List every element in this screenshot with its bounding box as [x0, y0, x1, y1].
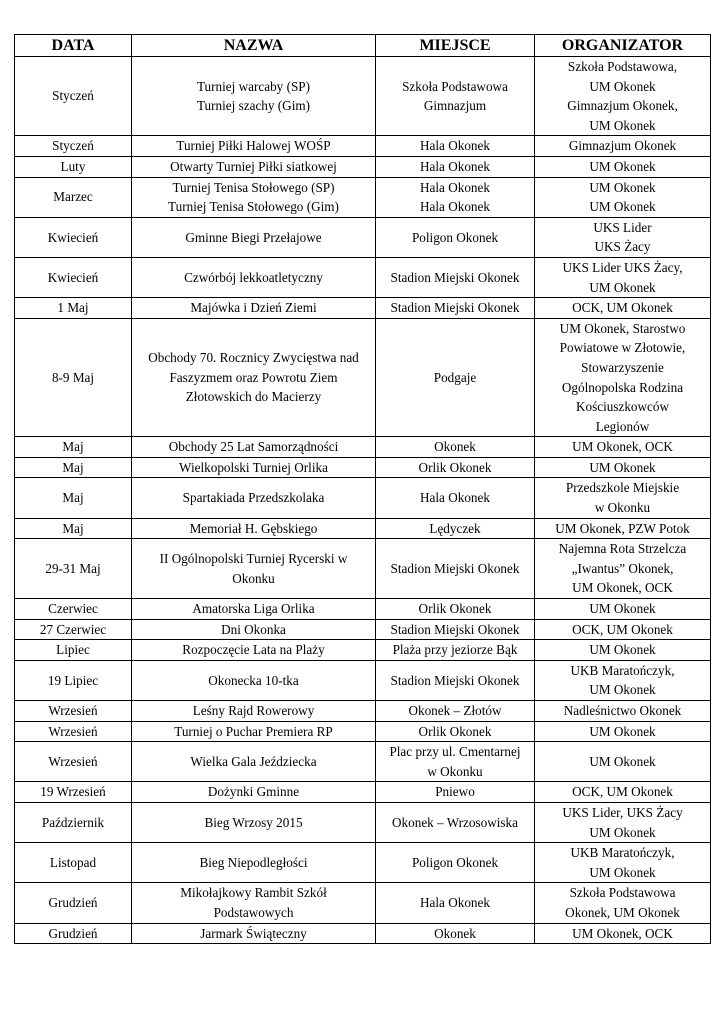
- organizer-cell: [535, 599, 711, 620]
- table-row: [15, 257, 711, 297]
- place-line: Okonek – Wrzosowiska: [392, 814, 518, 830]
- organizer-line: Gimnazjum Okonek,: [567, 98, 678, 114]
- organizer-line: Okonek, UM Okonek: [565, 904, 680, 920]
- place-line: Hala Okonek: [420, 138, 490, 154]
- organizer-cell: [535, 478, 711, 518]
- organizer-line: OCK, UM Okonek: [572, 300, 673, 316]
- organizer-cell: [535, 843, 711, 883]
- events-table: [14, 34, 711, 944]
- organizer-line: Kościuszkowców: [575, 399, 670, 415]
- name-cell: [132, 298, 376, 319]
- organizer-cell: [535, 721, 711, 742]
- place-cell: [376, 518, 535, 539]
- place-cell: [376, 640, 535, 661]
- organizer-cell: [535, 782, 711, 803]
- place-cell: [376, 782, 535, 803]
- organizer-line: UM Okonek, Starostwo: [559, 320, 686, 336]
- table-row: [15, 802, 711, 842]
- organizer-line: UM Okonek, OCK: [572, 580, 673, 596]
- name-cell: [132, 883, 376, 923]
- organizer-line: „Iwantus” Okonek,: [571, 560, 674, 576]
- name-line: Faszyzmem oraz Powrotu Ziem: [169, 369, 338, 385]
- place-line: Hala Okonek: [420, 199, 490, 215]
- table-row: [15, 437, 711, 458]
- organizer-cell: [535, 619, 711, 640]
- table-body: [15, 57, 711, 944]
- table-row: [15, 518, 711, 539]
- organizer-cell: [535, 518, 711, 539]
- place-cell: [376, 539, 535, 599]
- organizer-cell: [535, 318, 711, 437]
- name-line: Turniej o Puchar Premiera RP: [174, 723, 333, 739]
- header-nazwa: NAZWA: [132, 35, 376, 57]
- place-line: Hala Okonek: [420, 490, 490, 506]
- name-cell: [132, 742, 376, 782]
- organizer-line: UM Okonek, OCK: [572, 439, 673, 455]
- organizer-cell: [535, 257, 711, 297]
- place-line: Okonek: [434, 925, 476, 941]
- name-cell: [132, 457, 376, 478]
- table-row: [15, 923, 711, 944]
- place-cell: [376, 701, 535, 722]
- date-cell: Wrzesień: [15, 742, 132, 782]
- name-line: Turniej Tenisa Stołowego (Gim): [168, 199, 339, 215]
- organizer-cell: [535, 802, 711, 842]
- table-header-row: [15, 35, 711, 57]
- organizer-line: Stowarzyszenie: [581, 359, 664, 375]
- date-cell: Listopad: [15, 843, 132, 883]
- organizer-line: UM Okonek: [589, 117, 656, 133]
- place-line: Plaża przy jeziorze Bąk: [392, 642, 518, 658]
- place-cell: [376, 478, 535, 518]
- organizer-cell: [535, 640, 711, 661]
- organizer-line: Powiatowe w Złotowie,: [559, 340, 686, 356]
- table-row: [15, 156, 711, 177]
- place-line: Lędyczek: [429, 520, 481, 536]
- organizer-line: UM Okonek, PZW Potok: [555, 520, 690, 536]
- organizer-cell: [535, 177, 711, 217]
- name-line: Dożynki Gminne: [207, 784, 300, 800]
- table-row: [15, 701, 711, 722]
- organizer-line: UM Okonek: [589, 179, 656, 195]
- organizer-cell: [535, 457, 711, 478]
- place-line: Stadion Miejski Okonek: [390, 672, 520, 688]
- organizer-line: Najemna Rota Strzelcza: [558, 541, 687, 557]
- place-line: Stadion Miejski Okonek: [390, 560, 520, 576]
- organizer-cell: [535, 437, 711, 458]
- name-cell: [132, 518, 376, 539]
- date-cell: Wrzesień: [15, 721, 132, 742]
- place-cell: [376, 457, 535, 478]
- organizer-line: UKB Maratończyk,: [570, 845, 675, 861]
- organizer-line: OCK, UM Okonek: [572, 784, 673, 800]
- header-data: DATA: [15, 35, 132, 57]
- organizer-line: UM Okonek: [589, 642, 656, 658]
- date-cell: Marzec: [15, 177, 132, 217]
- name-line: II Ogólnopolski Turniej Rycerski w: [159, 551, 348, 567]
- place-cell: [376, 660, 535, 700]
- table-row: [15, 721, 711, 742]
- name-line: Leśny Rajd Rowerowy: [192, 703, 315, 718]
- name-cell: [132, 318, 376, 437]
- table-row: [15, 318, 711, 437]
- organizer-line: UM Okonek: [589, 601, 656, 617]
- date-cell: Styczeń: [15, 136, 132, 157]
- organizer-line: UKB Maratończyk,: [570, 662, 675, 678]
- name-line: Majówka i Dzień Ziemi: [190, 300, 317, 316]
- date-cell: 27 Czerwiec: [15, 619, 132, 640]
- name-cell: [132, 843, 376, 883]
- date-cell: Lipiec: [15, 640, 132, 661]
- organizer-line: UM Okonek: [589, 459, 656, 475]
- place-line: Hala Okonek: [420, 895, 490, 911]
- name-cell: [132, 136, 376, 157]
- name-line: Obchody 70. Rocznicy Zwycięstwa nad: [148, 350, 359, 366]
- name-line: Podstawowych: [213, 904, 294, 920]
- table-row: [15, 742, 711, 782]
- organizer-line: Nadleśnictwo Okonek: [563, 703, 682, 718]
- organizer-line: UM Okonek: [589, 682, 656, 698]
- place-cell: [376, 599, 535, 620]
- organizer-cell: [535, 298, 711, 319]
- name-cell: [132, 701, 376, 722]
- organizer-line: UKS Lider, UKS Żacy: [562, 804, 683, 820]
- place-cell: [376, 802, 535, 842]
- place-cell: [376, 619, 535, 640]
- name-line: Mikołajkowy Rambit Szkół: [180, 885, 327, 901]
- date-cell: Grudzień: [15, 923, 132, 944]
- table-row: [15, 177, 711, 217]
- organizer-cell: [535, 539, 711, 599]
- organizer-cell: [535, 156, 711, 177]
- name-cell: [132, 640, 376, 661]
- place-cell: [376, 318, 535, 437]
- place-cell: [376, 57, 535, 136]
- name-line: Turniej szachy (Gim): [196, 98, 311, 114]
- organizer-cell: [535, 136, 711, 157]
- date-cell: Maj: [15, 437, 132, 458]
- name-line: Turniej warcaby (SP): [196, 78, 311, 94]
- name-cell: [132, 217, 376, 257]
- date-cell: Grudzień: [15, 883, 132, 923]
- name-line: Dni Okonka: [221, 621, 286, 637]
- place-line: Stadion Miejski Okonek: [390, 300, 520, 316]
- name-line: Czwórbój lekkoatletyczny: [184, 269, 323, 285]
- name-line: Okonecka 10-tka: [208, 672, 299, 688]
- name-line: Obchody 25 Lat Samorządności: [168, 439, 339, 455]
- name-cell: [132, 437, 376, 458]
- place-line: Hala Okonek: [420, 179, 490, 195]
- name-line: Turniej Piłki Halowej WOŚP: [176, 138, 331, 154]
- place-cell: [376, 217, 535, 257]
- name-cell: [132, 782, 376, 803]
- place-cell: [376, 923, 535, 944]
- place-line: Stadion Miejski Okonek: [390, 269, 520, 285]
- name-line: Memoriał H. Gębskiego: [189, 520, 318, 536]
- table-row: [15, 660, 711, 700]
- organizer-line: UM Okonek: [589, 723, 656, 739]
- place-cell: [376, 437, 535, 458]
- organizer-line: UM Okonek: [589, 753, 656, 769]
- name-cell: [132, 478, 376, 518]
- name-cell: [132, 156, 376, 177]
- table-row: [15, 298, 711, 319]
- date-cell: Kwiecień: [15, 217, 132, 257]
- place-cell: [376, 156, 535, 177]
- place-line: Podgaje: [433, 369, 477, 385]
- organizer-line: Szkoła Podstawowa,: [567, 59, 678, 74]
- organizer-cell: [535, 701, 711, 722]
- organizer-cell: [535, 883, 711, 923]
- organizer-line: UM Okonek: [589, 78, 656, 94]
- name-line: Otwarty Turniej Piłki siatkowej: [170, 158, 337, 174]
- organizer-line: UM Okonek: [589, 158, 656, 174]
- date-cell: 19 Wrzesień: [15, 782, 132, 803]
- name-cell: [132, 177, 376, 217]
- place-cell: [376, 843, 535, 883]
- table-row: [15, 640, 711, 661]
- date-cell: 1 Maj: [15, 298, 132, 319]
- date-cell: Wrzesień: [15, 701, 132, 722]
- organizer-cell: [535, 217, 711, 257]
- name-line: Gminne Biegi Przełajowe: [185, 229, 322, 245]
- organizer-cell: [535, 742, 711, 782]
- table-row: [15, 539, 711, 599]
- table-row: [15, 478, 711, 518]
- place-line: Pniewo: [435, 784, 475, 800]
- date-cell: Luty: [15, 156, 132, 177]
- organizer-line: Ogólnopolska Rodzina: [561, 379, 684, 395]
- name-line: Turniej Tenisa Stołowego (SP): [172, 179, 335, 195]
- organizer-line: OCK, UM Okonek: [572, 621, 673, 637]
- table-row: [15, 57, 711, 136]
- organizer-line: Gimnazjum Okonek: [568, 138, 677, 154]
- place-line: Stadion Miejski Okonek: [390, 621, 520, 637]
- name-cell: [132, 599, 376, 620]
- name-cell: [132, 619, 376, 640]
- name-line: Jarmark Świąteczny: [200, 925, 307, 941]
- place-line: Okonek: [434, 439, 476, 455]
- place-line: Orlik Okonek: [418, 601, 492, 617]
- name-cell: [132, 539, 376, 599]
- organizer-cell: [535, 57, 711, 136]
- name-cell: [132, 923, 376, 944]
- organizer-cell: [535, 923, 711, 944]
- organizer-line: Przedszkole Miejskie: [565, 480, 680, 496]
- organizer-line: UM Okonek: [589, 199, 656, 215]
- place-cell: [376, 298, 535, 319]
- table-row: [15, 599, 711, 620]
- name-line: Wielkopolski Turniej Orlika: [179, 459, 328, 475]
- place-cell: [376, 257, 535, 297]
- table-row: [15, 136, 711, 157]
- date-cell: Maj: [15, 518, 132, 539]
- place-line: Plac przy ul. Cmentarnej: [389, 744, 521, 760]
- organizer-line: UM Okonek: [589, 824, 656, 840]
- name-line: Bieg Wrzosy 2015: [204, 814, 303, 830]
- name-line: Okonku: [232, 570, 275, 586]
- place-cell: [376, 136, 535, 157]
- date-cell: 19 Lipiec: [15, 660, 132, 700]
- organizer-line: UM Okonek: [589, 864, 656, 880]
- name-cell: [132, 802, 376, 842]
- name-line: Wielka Gala Jeździecka: [190, 753, 317, 769]
- date-cell: Maj: [15, 457, 132, 478]
- name-cell: [132, 721, 376, 742]
- name-cell: [132, 257, 376, 297]
- name-line: Amatorska Liga Orlika: [192, 601, 315, 617]
- organizer-line: UM Okonek, OCK: [572, 925, 673, 941]
- organizer-line: Legionów: [595, 418, 650, 434]
- name-line: Spartakiada Przedszkolaka: [182, 490, 325, 506]
- date-cell: Kwiecień: [15, 257, 132, 297]
- table-row: [15, 843, 711, 883]
- date-cell: Styczeń: [15, 57, 132, 136]
- table-row: [15, 619, 711, 640]
- place-line: Okonek – Złotów: [408, 703, 502, 718]
- date-cell: 8-9 Maj: [15, 318, 132, 437]
- date-cell: Maj: [15, 478, 132, 518]
- organizer-line: UKS Lider: [593, 219, 652, 235]
- place-line: Orlik Okonek: [418, 459, 492, 475]
- table-row: [15, 883, 711, 923]
- organizer-line: w Okonku: [594, 500, 651, 516]
- organizer-line: UKS Lider UKS Żacy,: [562, 259, 683, 275]
- place-cell: [376, 742, 535, 782]
- name-line: Złotowskich do Macierzy: [185, 389, 322, 405]
- place-line: w Okonku: [427, 763, 483, 779]
- place-cell: [376, 177, 535, 217]
- place-line: Gimnazjum: [423, 98, 487, 114]
- date-cell: 29-31 Maj: [15, 539, 132, 599]
- place-line: Szkoła Podstawowa: [402, 78, 508, 94]
- place-line: Hala Okonek: [420, 158, 490, 174]
- organizer-line: Szkoła Podstawowa: [569, 885, 676, 901]
- organizer-line: UKS Żacy: [594, 239, 651, 255]
- header-organizator: ORGANIZATOR: [535, 35, 711, 57]
- header-miejsce: MIEJSCE: [376, 35, 535, 57]
- place-line: Orlik Okonek: [418, 723, 492, 739]
- name-line: Bieg Niepodległości: [199, 854, 308, 870]
- place-line: Poligon Okonek: [411, 229, 499, 245]
- name-cell: [132, 57, 376, 136]
- table-row: [15, 217, 711, 257]
- date-cell: Czerwiec: [15, 599, 132, 620]
- date-cell: Październik: [15, 802, 132, 842]
- place-cell: [376, 883, 535, 923]
- place-cell: [376, 721, 535, 742]
- organizer-line: UM Okonek: [589, 279, 656, 295]
- organizer-cell: [535, 660, 711, 700]
- place-line: Poligon Okonek: [411, 854, 499, 870]
- table-row: [15, 457, 711, 478]
- name-cell: [132, 660, 376, 700]
- table-row: [15, 782, 711, 803]
- name-line: Rozpoczęcie Lata na Plaży: [182, 642, 325, 658]
